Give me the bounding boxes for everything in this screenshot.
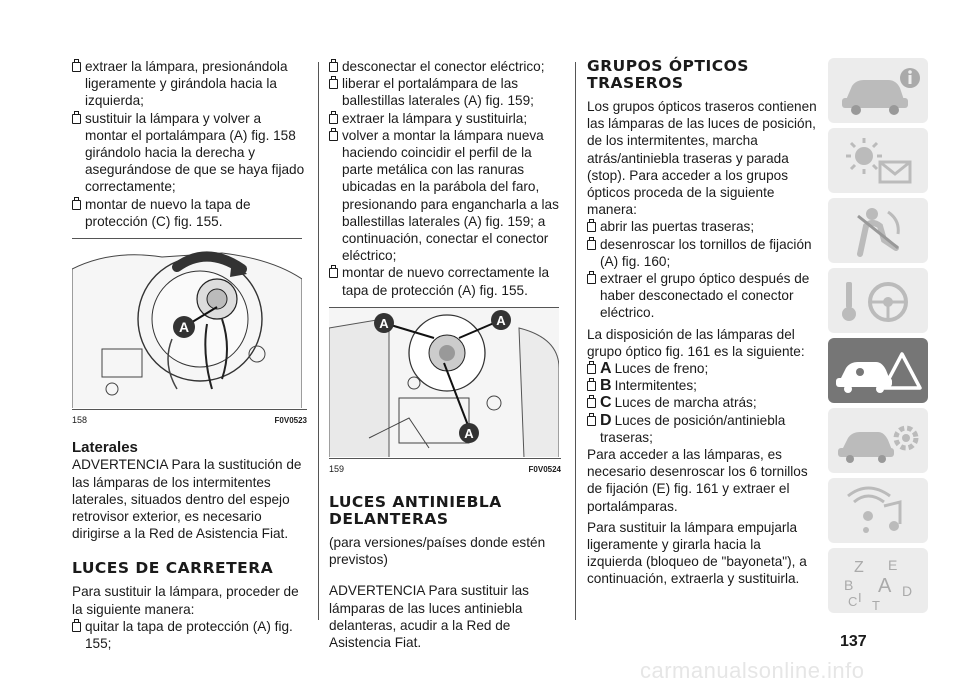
section-title: GRUPOS ÓPTICOS TRASEROS (587, 57, 749, 92)
bullet-icon (329, 79, 338, 89)
list-item: extraer el grupo óptico después de haber desconectado el conector eléctrico. (587, 270, 817, 322)
column-2 (329, 58, 561, 651)
figure-number: 158 (72, 415, 88, 426)
figure-158 (72, 238, 302, 408)
figure-number: 159 (329, 463, 345, 474)
index-letter: A (878, 575, 892, 597)
column-divider (318, 62, 319, 620)
paragraph: Para acceder a las lámparas, es necesario desenroscar los 6 tornillos de fijación (E) fig. 161 y extraer el portalámparas. (587, 447, 808, 514)
list-item: montar de nuevo correctamente la tapa de protección (A) fig. 155. (329, 264, 561, 298)
bullet-icon (587, 416, 596, 426)
figure-label-a: A (464, 425, 474, 441)
bullet-icon (329, 114, 338, 124)
headlamp-rear-illustration (72, 239, 302, 408)
lamp-list-item: A Luces de freno; (587, 360, 817, 377)
paragraph: Para sustituir la lámpara empujarla ligeramente y girarla hacia la izquierda (bloqueo de "bayoneta"), a continuación, extraerla y sustituirla. (587, 519, 807, 587)
list-item: sustituir la lámpara y volver a montar el portalámpara (A) fig. 158 girándolo hacia la derecha y asegurándose de que se haya fijado correctamente; (72, 110, 307, 196)
tab-index[interactable] (828, 548, 928, 613)
section-title: LUCES DE CARRETERA (72, 559, 274, 578)
figure-code: F0V0523 (274, 416, 307, 426)
warning-lights-icon (828, 128, 928, 193)
list-item: extraer la lámpara y sustituirla; (329, 110, 561, 127)
figure-label-a: A (379, 315, 389, 331)
list-item: desconectar el conector eléctrico; (329, 58, 561, 75)
car-info-icon (828, 58, 928, 123)
lamp-list-item: B Intermitentes; (587, 377, 817, 394)
figure-label-a: A (178, 319, 190, 336)
watermark: carmanualsonline.info (640, 658, 865, 683)
bullet-icon (72, 200, 81, 210)
maintenance-car-icon (828, 408, 928, 473)
bullet-icon (329, 131, 338, 141)
multimedia-icon (828, 478, 928, 543)
tab-emergency[interactable] (828, 338, 928, 403)
figure-label-a: A (496, 312, 506, 328)
bullet-icon (587, 222, 596, 232)
paragraph: Los grupos ópticos traseros contienen las lámparas de las luces de posición, de los intermitentes, marcha atrás/antiniebla traseras y parada (stop). Para acceder a los grupos ópticos proceda de la siguiente manera: (587, 99, 817, 218)
index-letter: D (902, 583, 913, 599)
index-letter: T (872, 598, 880, 613)
index-letters-icon (828, 548, 928, 613)
bullet-icon (72, 114, 81, 124)
index-letter: B (844, 577, 854, 593)
bullet-icon (587, 381, 596, 391)
figure-code: F0V0524 (528, 464, 561, 474)
tab-multimedia[interactable] (828, 478, 928, 543)
bullet-icon (587, 398, 596, 408)
paragraph: Para sustituir la lámpara, proceder de la siguiente manera: (72, 584, 299, 617)
tab-car-info[interactable] (828, 58, 928, 123)
paragraph: ADVERTENCIA Para la sustitución de las lámparas de los intermitentes laterales, situados dentro del espejo retrovisor exterior, es necesario dirigirse a la Red de Asistencia Fiat. (72, 457, 302, 542)
section-subtitle: Laterales (72, 439, 138, 457)
bullet-icon (587, 240, 596, 250)
list-item: quitar la tapa de protección (A) fig. 155; (72, 618, 307, 652)
index-letter: Z (854, 559, 864, 576)
figure-159 (329, 307, 559, 457)
index-letter: C (848, 594, 858, 609)
key-steering-icon (828, 268, 928, 333)
tab-maintenance[interactable] (828, 408, 928, 473)
tab-safety[interactable] (828, 198, 928, 263)
index-letter: I (858, 590, 862, 605)
figure-caption (72, 409, 307, 429)
emergency-car-icon (828, 338, 928, 403)
list-item: extraer la lámpara, presionándola ligeramente y girándola hacia la izquierda; (72, 58, 307, 110)
bullet-icon (587, 274, 596, 284)
column-3 (587, 58, 817, 588)
index-letter: E (888, 557, 898, 573)
bullet-icon (329, 268, 338, 278)
section-title: LUCES ANTINIEBLA DELANTERAS (329, 493, 502, 529)
bullet-icon (72, 622, 81, 632)
chapter-sidebar (828, 58, 930, 618)
list-item: liberar el portalámpara de las ballestillas laterales (A) fig. 159; (329, 75, 561, 109)
figure-caption (329, 458, 561, 478)
list-item: montar de nuevo la tapa de protección (C) fig. 155. (72, 196, 307, 230)
list-item: volver a montar la lámpara nueva haciendo coincidir el perfil de la parte metálica con las ranuras ubicadas en la parábola del faro, presionando para engancharla a las ballestillas laterales (A) fig. 159; a continuación, conectar el conector eléctrico; (329, 127, 561, 265)
column-divider (575, 62, 576, 620)
headlamp-bulb-illustration (329, 308, 559, 457)
page-number: 137 (840, 633, 867, 650)
column-1 (72, 58, 307, 652)
lamp-list-item: C Luces de marcha atrás; (587, 394, 817, 411)
paragraph: ADVERTENCIA Para sustituir las lámparas de las luces antiniebla delanteras, acudir a la Red de Asistencia Fiat. (329, 583, 529, 651)
paragraph: La disposición de las lámparas del grupo óptico fig. 161 es la siguiente: (587, 326, 805, 359)
safety-belt-icon (828, 198, 928, 263)
tab-key-steering[interactable] (828, 268, 928, 333)
lamp-list-item: D Luces de posición/antiniebla traseras; (587, 412, 817, 446)
bullet-icon (587, 364, 596, 374)
bullet-icon (72, 62, 81, 72)
list-item: desenroscar los tornillos de fijación (A) fig. 160; (587, 236, 817, 270)
bullet-icon (329, 62, 338, 72)
tab-warning-lights[interactable] (828, 128, 928, 193)
paragraph: (para versiones/países donde estén previstos) (329, 535, 546, 568)
list-item: abrir las puertas traseras; (587, 218, 817, 235)
